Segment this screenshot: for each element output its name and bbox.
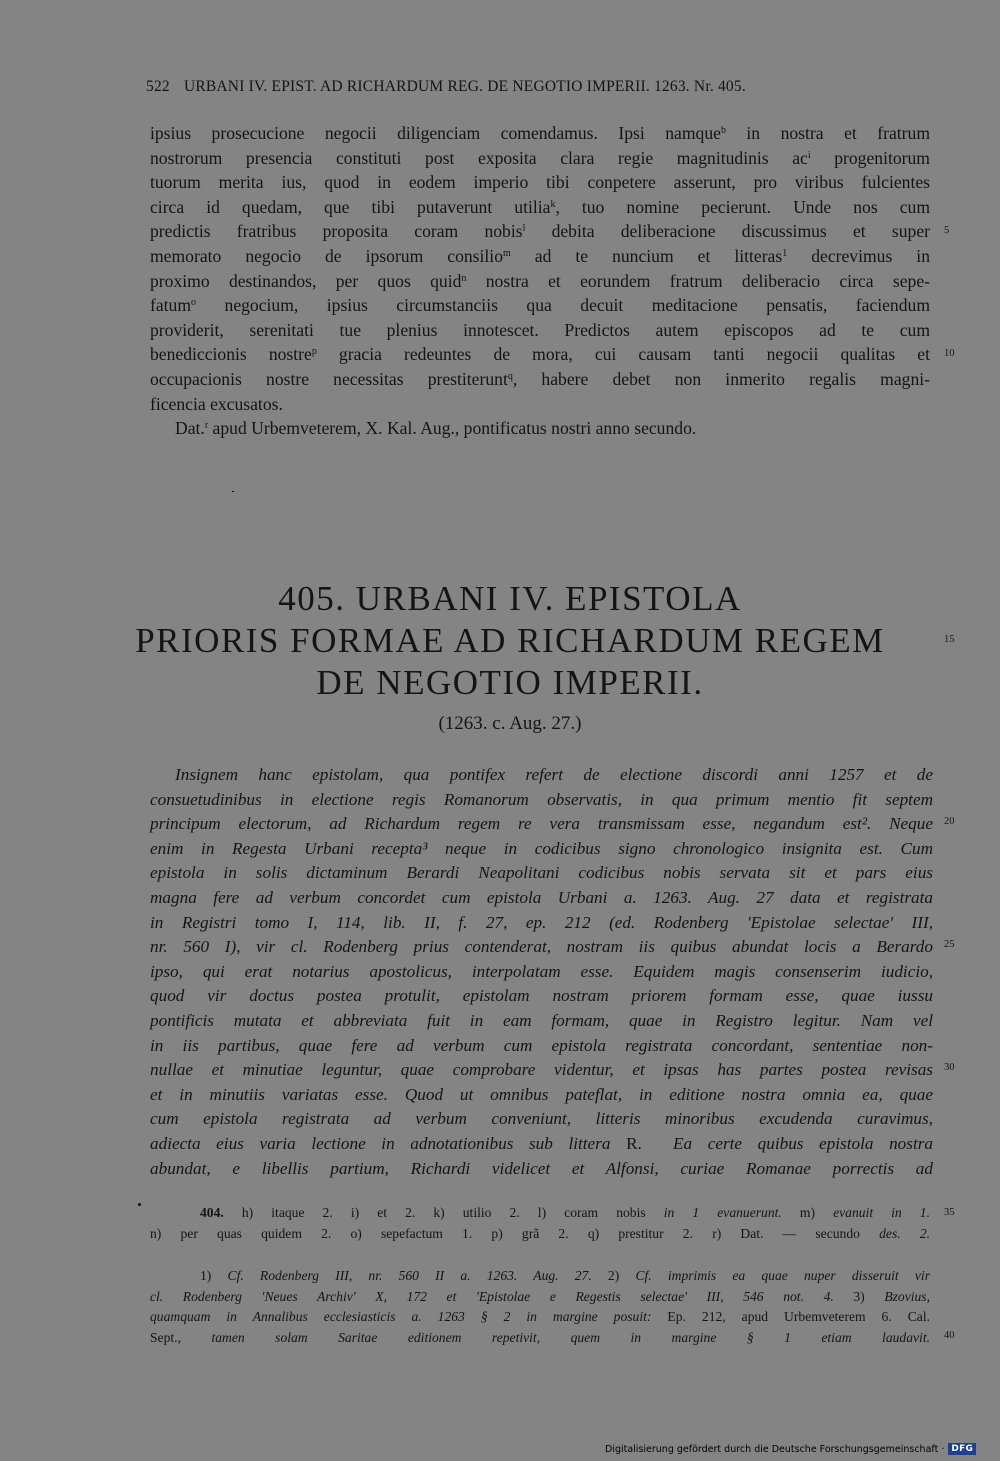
body-line: ficencia excusatos. xyxy=(150,393,283,414)
footnote-line: quamquam in Annalibus ecclesiasticis a. 1263 § 2 in margine posuit: Ep. 212, apud Urbemveterem 6. Cal. xyxy=(150,1309,930,1324)
editorial-introduction xyxy=(150,763,933,1181)
body-line: providerit, serenitati tue plenius innotescet. Predictos autem episcopos ad te cum xyxy=(150,319,930,340)
body-line: predictis fratribus proposita coram nobis$^l$ debita deliberacione discussimus et super xyxy=(150,221,930,242)
epistle-title-line-1: 405. URBANI IV. EPISTOLA xyxy=(278,579,742,618)
intro-line: nr. 560 I), vir cl. Rodenberg prius contenderat, nostram iis quibus abundat locis a Berardo xyxy=(150,937,933,957)
body-line: nostrorum presencia constituti post exposita clara regie magnitudinis $ac^i$ progenitorum xyxy=(150,147,930,168)
body-line: memorato negocio de ipsorum consilio$^m$ ad te nuncium et litteras$^1$ decrevimus in xyxy=(150,245,930,266)
intro-line: pontificis mutata et abbreviata fuit in eam formam, quae in Registro legitur. Nam vel xyxy=(150,1010,933,1030)
footer-text: Digitalisierung gefördert durch die Deutsche Forschungsgemeinschaft · xyxy=(605,1443,945,1455)
print-speck xyxy=(232,491,234,492)
variant-line: n) per quas quidem 2. o) sepefactum 1. p) grã 2. q) prestitur 2. r) Dat. — secundo des. 2. xyxy=(150,1225,931,1241)
intro-line: magna fere ad verbum concordet cum epistola Urbani a. 1263. Aug. 27 data et registrata xyxy=(150,887,933,907)
intro-line: quod vir doctus postea protulit, epistolam nostram priorem formam esse, quae iussu xyxy=(150,986,933,1006)
intro-line: principum electorum, ad Richardum regem re vera transmissam esse, negandum est². Neque xyxy=(150,814,933,834)
body-line: circa id quedam, que tibi putaverunt utilia$^k$, tuo nomine pecierunt. Unde nos cum xyxy=(150,196,930,217)
intro-line: nullae et minutiae leguntur, quae comprobare videntur, et ipsas has partes postea revisas xyxy=(150,1060,933,1080)
intro-line: consuetudinibus in electione regis Romanorum observatis, in qua primum mentio fit septem xyxy=(150,789,933,809)
epistle-title-line-3: DE NEGOTIO IMPERII. xyxy=(316,663,704,702)
intro-line: et in minutiis variatas esse. Quod ut omnibus pateflat, in editione nostra omnia ea, quae xyxy=(150,1084,933,1104)
intro-line: in Registri tomo I, 114, lib. II, f. 27, ep. 212 (ed. Rodenberg 'Epistolae selectae' III, xyxy=(150,912,933,932)
intro-line: abundat, e libellis partium, Richardi videlicet et Alfonsi, curiae Romanae porrectis ad xyxy=(150,1158,933,1178)
line-number: 40 xyxy=(944,1330,955,1341)
intro-line: adiecta eius varia lectione in adnotationibus sub littera R. Ea certe quibus epistola nostra xyxy=(150,1133,934,1153)
digitization-footer xyxy=(605,1441,976,1457)
footnote-line: 1) Cf. Rodenberg III, nr. 560 II a. 1263. Aug. 27. 2) Cf. imprimis ea quae nuper disseruit vir xyxy=(200,1268,930,1283)
intro-line: Insignem hanc epistolam, qua pontifex refert de electione discordi anni 1257 et de xyxy=(175,765,933,784)
body-line: benediccionis nostre$^p$ gracia redeuntes de mora, cui causam tanti negocii qualitas et xyxy=(150,344,930,365)
body-line: tuorum merita ius, quod in eodem imperio tibi conpetere asserunt, pro viribus fulcientes xyxy=(150,172,930,193)
body-line: proximo destinandos, per quos quid$^n$ nostra et eorundem fratrum deliberacio circa sepe- xyxy=(150,270,931,291)
epistle-title-line-2: PRIORIS FORMAE AD RICHARDUM REGEM xyxy=(135,621,885,660)
footnote-line: cl. Rodenberg 'Neues Archiv' X, 172 et 'Epistolae e Regestis selectae' III, 546 not. 4. 3) Bzovius, xyxy=(150,1288,930,1304)
body-line: fatum$^o$ negocium, ipsius circumstanciis qua decuit meditacione pensatis, faciendum xyxy=(150,295,930,316)
letter-body xyxy=(150,121,930,441)
intro-line: in iis partibus, quae fere ad verbum cum epistola registrata concordant, sententiae non- xyxy=(150,1035,933,1055)
line-number: 25 xyxy=(944,939,955,950)
footnotes xyxy=(150,1266,930,1348)
line-number: 20 xyxy=(944,816,955,827)
margin-bullet xyxy=(138,1203,141,1206)
line-number: 15 xyxy=(944,634,955,645)
running-head xyxy=(146,78,886,96)
variant-line: 404. h) itaque 2. i) et 2. k) utilio 2. l) coram nobis in 1 evanuerunt. m) evanuit in 1. xyxy=(200,1205,930,1220)
intro-line: cum epistola registrata ad verbum conveniunt, litteris minoribus excudenda curavimus, xyxy=(150,1109,933,1129)
footnote-line: Sept., tamen solam Saritae editionem repetivit, quem in margine § 1 etiam laudavit. xyxy=(150,1329,930,1345)
line-number: 30 xyxy=(944,1062,955,1073)
intro-line: epistola in solis dictaminum Berardi Neapolitani codicibus nobis servata sit et pars eius xyxy=(150,863,933,883)
intro-line: ipso, qui erat notarius apostolicus, interpolatam esse. Equidem magis consenserim iudicio, xyxy=(150,961,933,981)
running-head-title: URBANI IV. EPIST. AD RICHARDUM REG. DE NEGOTIO IMPERII. 1263. Nr. 405. xyxy=(183,78,746,95)
body-line: ipsius prosecucione negocii diligenciam comendamus. Ipsi namque$^b$ in nostra et fratrum xyxy=(150,123,931,143)
dat-line: Dat.$^r$ apud Urbemveterem, X. Kal. Aug., pontificatus nostri anno secundo. xyxy=(175,418,697,439)
line-number: 10 xyxy=(944,348,955,359)
variant-notes xyxy=(150,1203,930,1244)
intro-line: enim in Regesta Urbani recepta³ neque in codicibus signo chronologico insignita est. Cum xyxy=(150,838,933,858)
intro-upright-letter: R. xyxy=(626,1133,642,1153)
epistle-date: (1263. c. Aug. 27.) xyxy=(438,713,582,734)
line-number: 5 xyxy=(944,225,950,236)
line-number: 35 xyxy=(944,1207,955,1218)
dfg-logo: DFG xyxy=(948,1443,976,1455)
page-number: 522 xyxy=(146,78,170,95)
body-line: occupacionis nostre necessitas prestiterunt$^q$, habere debet non inmerito regalis magni- xyxy=(150,368,930,389)
